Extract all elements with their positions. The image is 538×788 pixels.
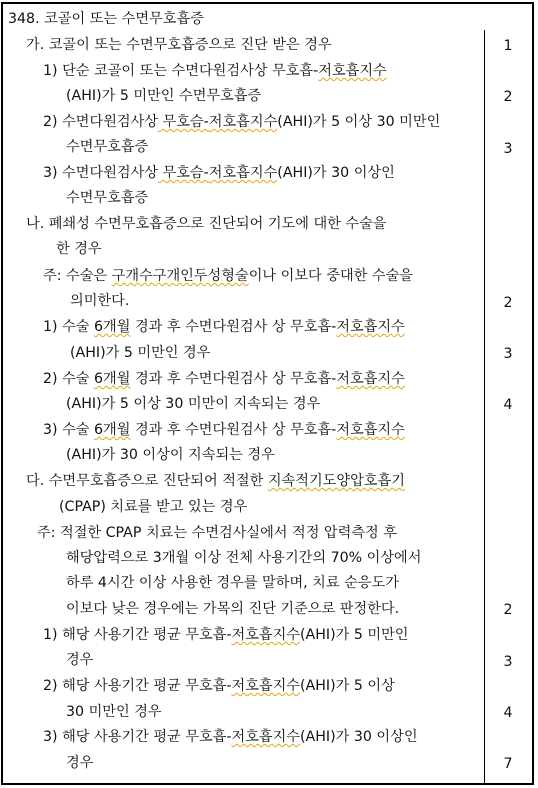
da-item-3-line-1: 3) 해당 사용기간 평균 무호흡-저호흡지수(AHI)가 30 이상인 bbox=[43, 729, 418, 745]
ga-item-1-line-2: (AHI)가 5 미만인 수면무호흡증 bbox=[66, 88, 262, 104]
score-da-3: 7 bbox=[503, 756, 513, 772]
score-column-divider bbox=[484, 30, 485, 783]
na-item-1-line-1: 1) 수술 6개월 경과 후 수면다원검사 상 무호흡-저호흡지수 bbox=[43, 319, 405, 335]
score-da-note: 2 bbox=[503, 602, 513, 618]
na-item-3-line-1: 3) 수술 6개월 경과 후 수면다원검사 상 무호흡-저호흡지수 bbox=[43, 422, 405, 438]
na-item-2-line-1: 2) 수술 6개월 경과 후 수면다원검사 상 무호흡-저호흡지수 bbox=[43, 371, 405, 387]
da-note-line-2: 해당압력으로 3개월 이상 전체 사용기간의 70% 이상에서 bbox=[66, 550, 422, 566]
document-title: 348. 코골이 또는 수면무호흡증 bbox=[8, 11, 204, 27]
score-ga-3: 3 bbox=[503, 141, 513, 157]
na-note-line-1: 주: 수술은 구개수구개인두성형술이나 이보다 중대한 수술을 bbox=[43, 268, 413, 284]
da-item-3-line-2: 경우 bbox=[66, 755, 94, 771]
da-note-line-4: 이보다 낮은 경우에는 가목의 진단 기준으로 판정한다. bbox=[66, 601, 400, 617]
da-item-2-line-1: 2) 해당 사용기간 평균 무호흡-저호흡지수(AHI)가 5 이상 bbox=[43, 678, 395, 694]
section-da-heading-line-1: 다. 수면무호흡증으로 진단되어 적절한 지속적기도양압호흡기 bbox=[26, 473, 405, 489]
ga-item-1-line-1: 1) 단순 코골이 또는 수면다원검사상 무호흡-저호흡지수 bbox=[43, 63, 387, 79]
ga-item-2-line-2: 수면무호흡증 bbox=[66, 139, 149, 155]
ga-item-3-line-1: 3) 수면다원검사상 무호슴-저호흡지수(AHI)가 30 이상인 bbox=[43, 165, 395, 181]
section-ga-heading: 가. 코골이 또는 수면무호흡증으로 진단 받은 경우 bbox=[26, 37, 332, 53]
score-na-2: 4 bbox=[503, 397, 513, 413]
section-da-heading-line-2: (CPAP) 치료를 받고 있는 경우 bbox=[59, 499, 248, 515]
na-note-line-2: 의미한다. bbox=[70, 293, 130, 309]
na-item-2-line-2: (AHI)가 5 이상 30 미만이 지속되는 경우 bbox=[66, 396, 321, 412]
score-ga-2: 2 bbox=[503, 89, 513, 105]
score-da-2: 4 bbox=[503, 705, 513, 721]
score-na-note: 2 bbox=[503, 295, 513, 311]
ga-item-3-line-2: 수면무호흡증 bbox=[66, 190, 149, 206]
ga-item-2-line-1: 2) 수면다원검사상 무호슴-저호흡지수(AHI)가 5 이상 30 미만인 bbox=[43, 114, 441, 130]
da-item-1-line-2: 경우 bbox=[66, 652, 94, 668]
na-item-3-line-2: (AHI)가 30 이상이 지속되는 경우 bbox=[66, 447, 275, 463]
score-na-1: 3 bbox=[503, 346, 513, 362]
section-na-heading-line-1: 나. 폐쇄성 수면무호흡증으로 진단되어 기도에 대한 수술을 bbox=[26, 216, 387, 232]
section-na-heading-line-2: 한 경우 bbox=[56, 241, 102, 257]
da-item-2-line-2: 30 미만인 경우 bbox=[66, 704, 162, 720]
score-da-1: 3 bbox=[503, 654, 513, 670]
da-item-1-line-1: 1) 해당 사용기간 평균 무호흡-저호흡지수(AHI)가 5 미만인 bbox=[43, 627, 409, 643]
da-note-line-3: 하루 4시간 이상 사용한 경우를 말하며, 치료 순응도가 bbox=[66, 575, 399, 591]
score-ga-1: 1 bbox=[503, 38, 513, 54]
da-note-line-1: 주: 적절한 CPAP 치료는 수면검사실에서 적정 압력측정 후 bbox=[37, 525, 397, 541]
na-item-1-line-2: (AHI)가 5 미만인 경우 bbox=[70, 345, 211, 361]
